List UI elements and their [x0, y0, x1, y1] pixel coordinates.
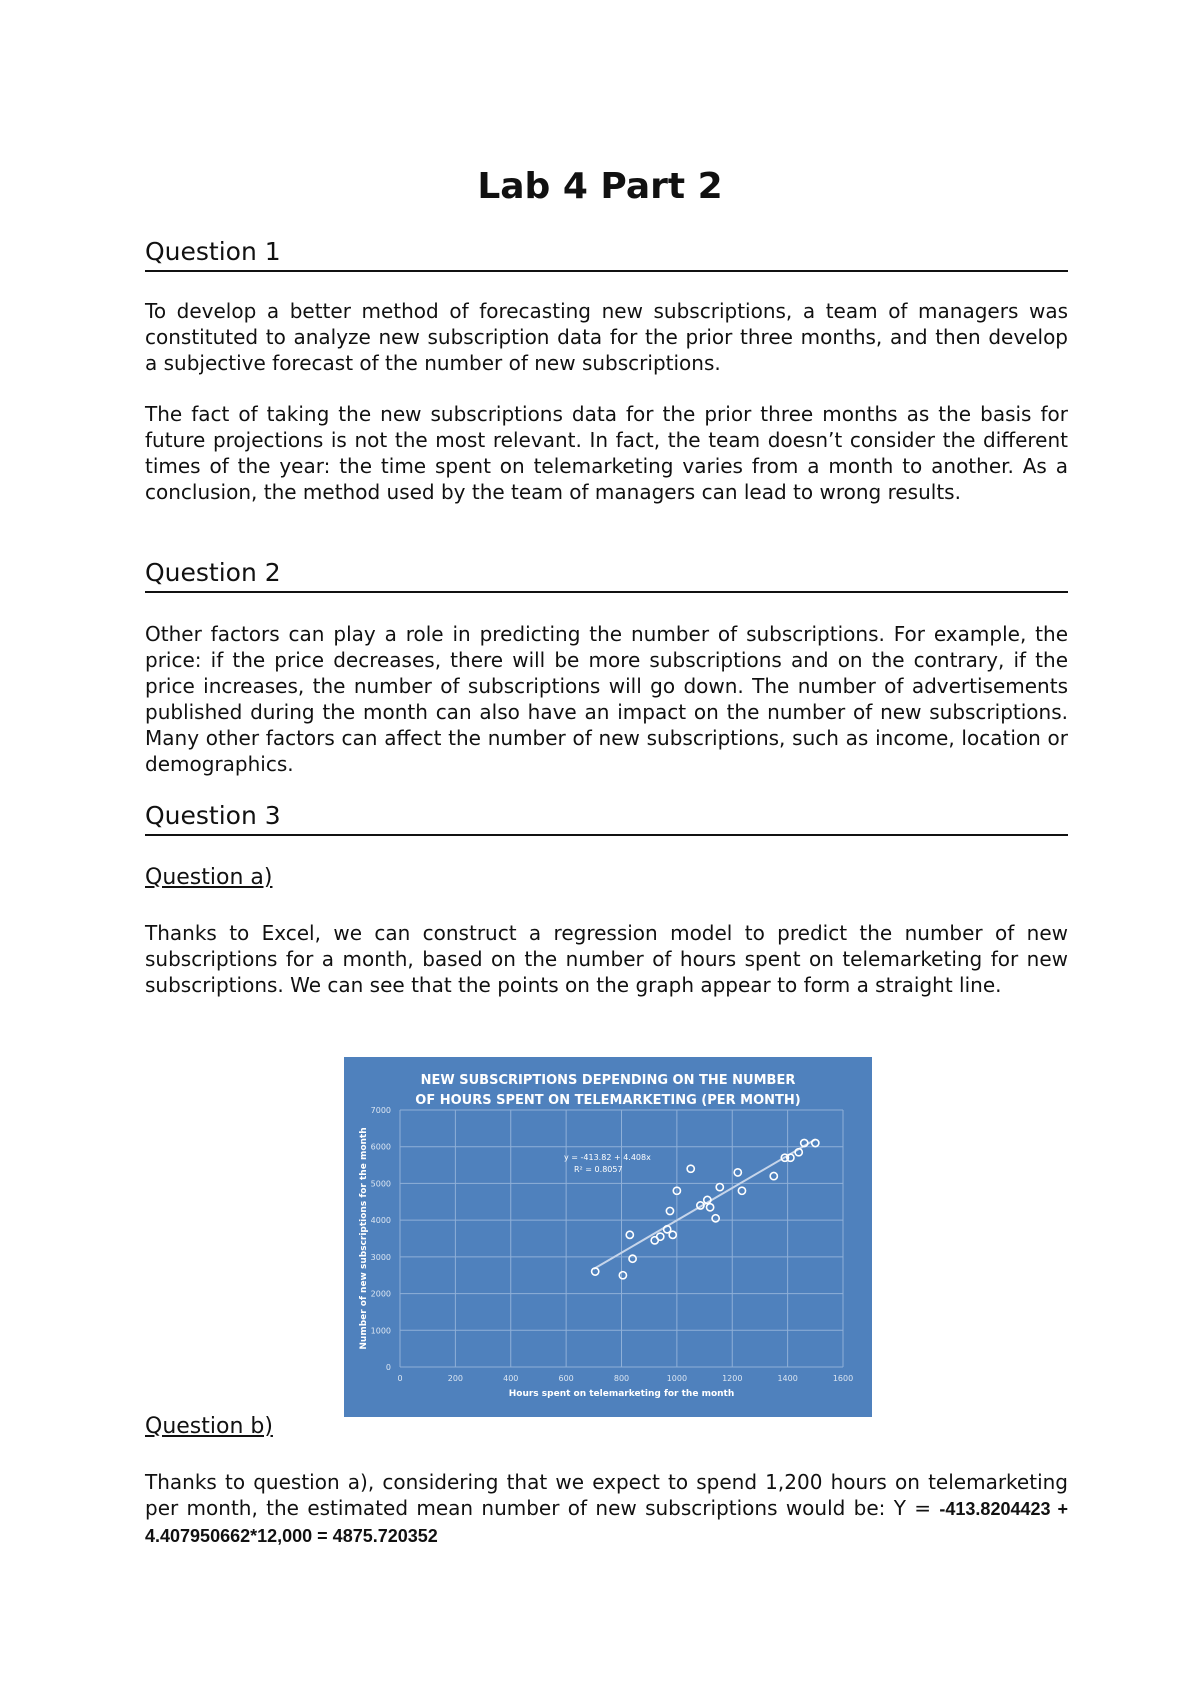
chart-svg	[344, 1057, 872, 1417]
question-2-paragraph: Other factors can play a role in predicting the number of subscriptions. For example, the price: if the price decreases, there will be more subscriptions and on the contrary, if the price increases, the number of subscriptions will go down. The number of advertisements published during the month can also have an impact on the number of new subscriptions. Many other factors can affect the number of new subscriptions, such as income, location or demographics.	[145, 622, 1068, 776]
data-point	[657, 1233, 664, 1240]
data-point	[687, 1165, 694, 1172]
y-tick-label: 6000	[370, 1142, 391, 1152]
data-point	[669, 1231, 676, 1238]
data-point	[770, 1172, 777, 1179]
x-tick-label: 1000	[666, 1374, 688, 1383]
x-tick-label: 1400	[777, 1374, 798, 1383]
chart-title-line-1: NEW SUBSCRIPTIONS DEPENDING ON THE NUMBER	[420, 1073, 796, 1088]
question-1-paragraph-2: The fact of taking the new subscriptions data for the prior three months as the basis for future projections is not the most relevant. In fact, the team doesn’t consider the different times of the year: the time spent on telemarketing varies from a month to another. As a conclusion, the method used by the team of managers can lead to wrong results.	[145, 402, 1068, 504]
data-point	[707, 1204, 714, 1211]
data-point	[629, 1255, 636, 1262]
question-a-paragraph: Thanks to Excel, we can construct a regression model to predict the number of new subscriptions for a month, based on the number of hours spent on telemarketing for new subscriptions. We can see that the points on the graph appear to form a straight line.	[145, 921, 1068, 997]
trendline-equation: y = -413.82 + 4.408x	[564, 1153, 651, 1162]
x-tick-label: 400	[503, 1374, 519, 1383]
data-point	[666, 1207, 673, 1214]
x-tick-label: 600	[558, 1374, 574, 1383]
data-point	[626, 1231, 633, 1238]
y-tick-label: 0	[385, 1363, 391, 1372]
data-point	[712, 1215, 719, 1222]
question-b-paragraph	[145, 1469, 1068, 1549]
document-title: Lab 4 Part 2	[477, 166, 723, 207]
y-tick-label: 3000	[370, 1252, 391, 1262]
x-tick-label: 0	[397, 1374, 403, 1383]
x-tick-label: 800	[613, 1374, 630, 1383]
question-a-heading: Question a)	[145, 865, 273, 890]
y-tick-label: 7000	[370, 1106, 391, 1115]
question-b-text: Thanks to question a), considering that we expect to spend 1,200 hours on telemarketing per month, the estimated mean number of new subscriptions would be: Y =	[145, 1470, 1068, 1520]
y-tick-label: 4000	[370, 1216, 391, 1226]
y-axis-label: Number of new subscriptions for the month	[359, 1127, 369, 1350]
x-tick-label: 1200	[722, 1374, 743, 1383]
question-2-heading: Question 2	[145, 557, 1068, 593]
y-tick-label: 1000	[370, 1326, 391, 1336]
x-tick-label: 1600	[832, 1374, 854, 1383]
chart-title-line-2: OF HOURS SPENT ON TELEMARKETING (PER MONTH)	[415, 1093, 801, 1108]
y-tick-label: 5000	[370, 1179, 391, 1189]
question-b-heading: Question b)	[145, 1414, 273, 1439]
x-axis-label: Hours spent on telemarketing for the month	[508, 1389, 735, 1399]
data-point	[734, 1169, 741, 1176]
question-b-formula: -413.8204423 + 4.407950662*12,000 = 4875.720352	[145, 1499, 1068, 1546]
question-1-paragraph-1: To develop a better method of forecasting new subscriptions, a team of managers was constituted to analyze new subscription data for the prior three months, and then develop a subjective forecast of the number of new subscriptions.	[145, 299, 1068, 375]
question-1-heading: Question 1	[145, 236, 1068, 272]
data-point	[716, 1184, 723, 1191]
question-3-heading: Question 3	[145, 800, 1068, 836]
x-tick-label: 200	[447, 1374, 464, 1383]
data-point	[738, 1187, 745, 1194]
data-point	[619, 1272, 626, 1279]
y-tick-label: 2000	[370, 1289, 391, 1299]
r-squared-label: R² = 0.8057	[574, 1165, 623, 1174]
scatter-chart	[344, 1057, 872, 1417]
